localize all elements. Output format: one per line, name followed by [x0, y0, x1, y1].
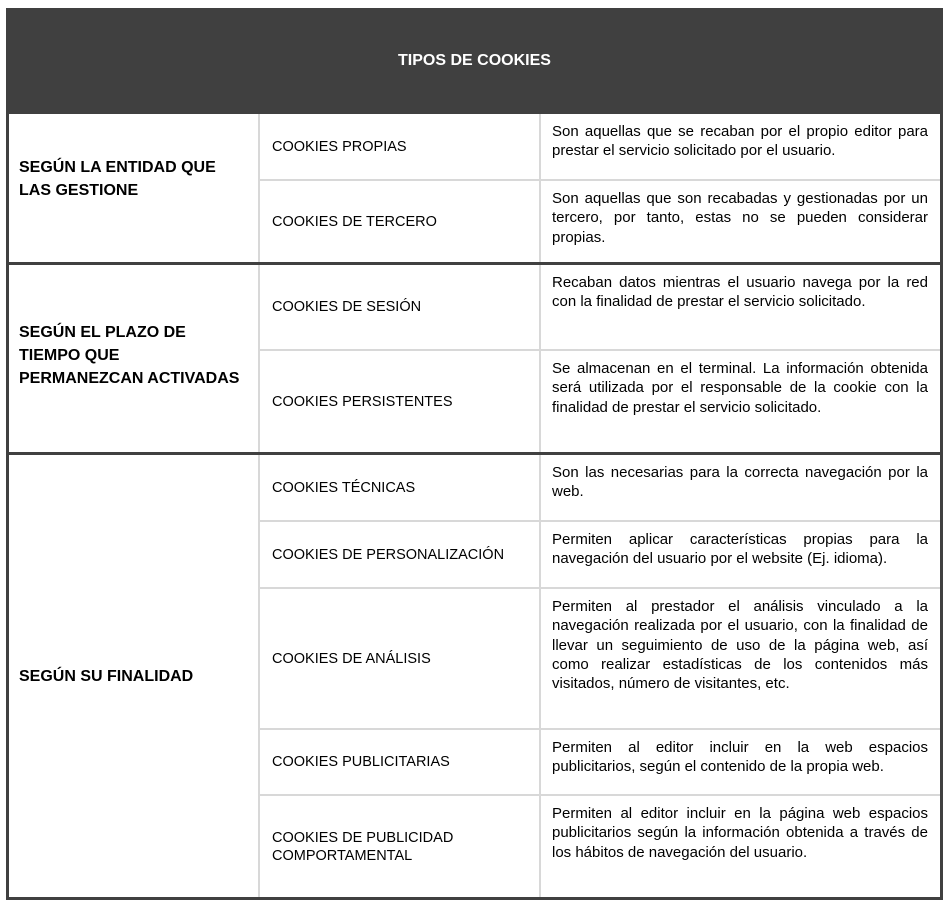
- group-purpose: [9, 452, 940, 897]
- cookie-type-description: Permiten al editor incluir en la página web espacios publicitarios según la información obtenida a través de los hábitos de navegación del usuario.: [552, 805, 928, 861]
- cookie-type-name: COOKIES PUBLICITARIAS: [272, 754, 450, 770]
- cookie-type-name-cell: [260, 455, 541, 520]
- category-label: SEGÚN SU FINALIDAD: [19, 667, 194, 685]
- cookie-type-name: COOKIES DE SESIÓN: [272, 299, 422, 315]
- category-label: SEGÚN LA ENTIDAD QUE LAS GESTIONE: [19, 158, 216, 199]
- table-header: [6, 8, 943, 114]
- cookie-type-name-cell: [260, 796, 541, 897]
- table-row: [260, 349, 940, 453]
- table-row: [260, 587, 940, 728]
- group-duration: [9, 262, 940, 453]
- cookie-type-name-cell: [260, 522, 541, 587]
- category-cell: [9, 265, 260, 453]
- cookie-type-name: COOKIES DE ANÁLISIS: [272, 650, 431, 667]
- cookie-type-name-cell: [260, 114, 541, 179]
- table-row: [260, 114, 940, 179]
- cookie-type-description: Son las necesarias para la correcta navegación por la web.: [552, 464, 928, 501]
- category-cell: [9, 114, 260, 263]
- table-row: [260, 728, 940, 794]
- cookie-type-name: COOKIES DE TERCERO: [272, 214, 437, 230]
- table-title: TIPOS DE COOKIES: [398, 52, 551, 69]
- group-entity: [9, 114, 940, 263]
- table-row: [260, 179, 940, 263]
- cookie-type-name: COOKIES PROPIAS: [272, 138, 407, 155]
- cookie-type-name-cell: [260, 589, 541, 728]
- table-row: [260, 794, 940, 897]
- cookie-type-name-cell: [260, 265, 541, 349]
- table-row: [260, 455, 940, 520]
- cookie-type-name: COOKIES PERSISTENTES: [272, 394, 453, 410]
- cookie-type-description: Son aquellas que se recaban por el propio editor para prestar el servicio solicitado por el usuario.: [552, 123, 928, 160]
- category-label: SEGÚN EL PLAZO DE TIEMPO QUE PERMANEZCAN ACTIVADAS: [19, 323, 240, 387]
- cookie-type-name-cell: [260, 351, 541, 453]
- cookie-types-table: [6, 8, 943, 900]
- category-cell: [9, 455, 260, 897]
- cookie-type-description: Recaban datos mientras el usuario navega por la red con la finalidad de prestar el servicio solicitado.: [552, 274, 928, 311]
- table-row: [260, 265, 940, 349]
- cookie-type-name: COOKIES DE PUBLICIDAD COMPORTAMENTAL: [272, 829, 454, 864]
- cookie-type-description: Permiten al editor incluir en la web espacios publicitarios, según el contenido de la propia web.: [552, 739, 928, 776]
- cookie-type-description: Permiten aplicar características propias para la navegación del usuario por el website (Ej. idioma).: [552, 531, 928, 568]
- cookie-type-description: Son aquellas que son recabadas y gestionadas por un tercero, por tanto, estas no se pueden considerar propias.: [552, 190, 928, 246]
- cookie-type-description: Permiten al prestador el análisis vinculado a la navegación realizada por el usuario, con la finalidad de llevar un seguimiento de uso de la página web, así como realizar estadísticas de los contenidos más visitados, número de visitantes, etc.: [552, 598, 928, 693]
- cookie-type-name-cell: [260, 181, 541, 263]
- cookie-type-description: Se almacenan en el terminal. La información obtenida será utilizada por el responsable de la cookie con la finalidad de prestar el servicio solicitado.: [552, 360, 928, 416]
- table-row: [260, 520, 940, 587]
- cookie-type-name: COOKIES DE PERSONALIZACIÓN: [272, 546, 505, 563]
- cookie-type-name: COOKIES TÉCNICAS: [272, 479, 416, 496]
- cookie-type-name-cell: [260, 730, 541, 794]
